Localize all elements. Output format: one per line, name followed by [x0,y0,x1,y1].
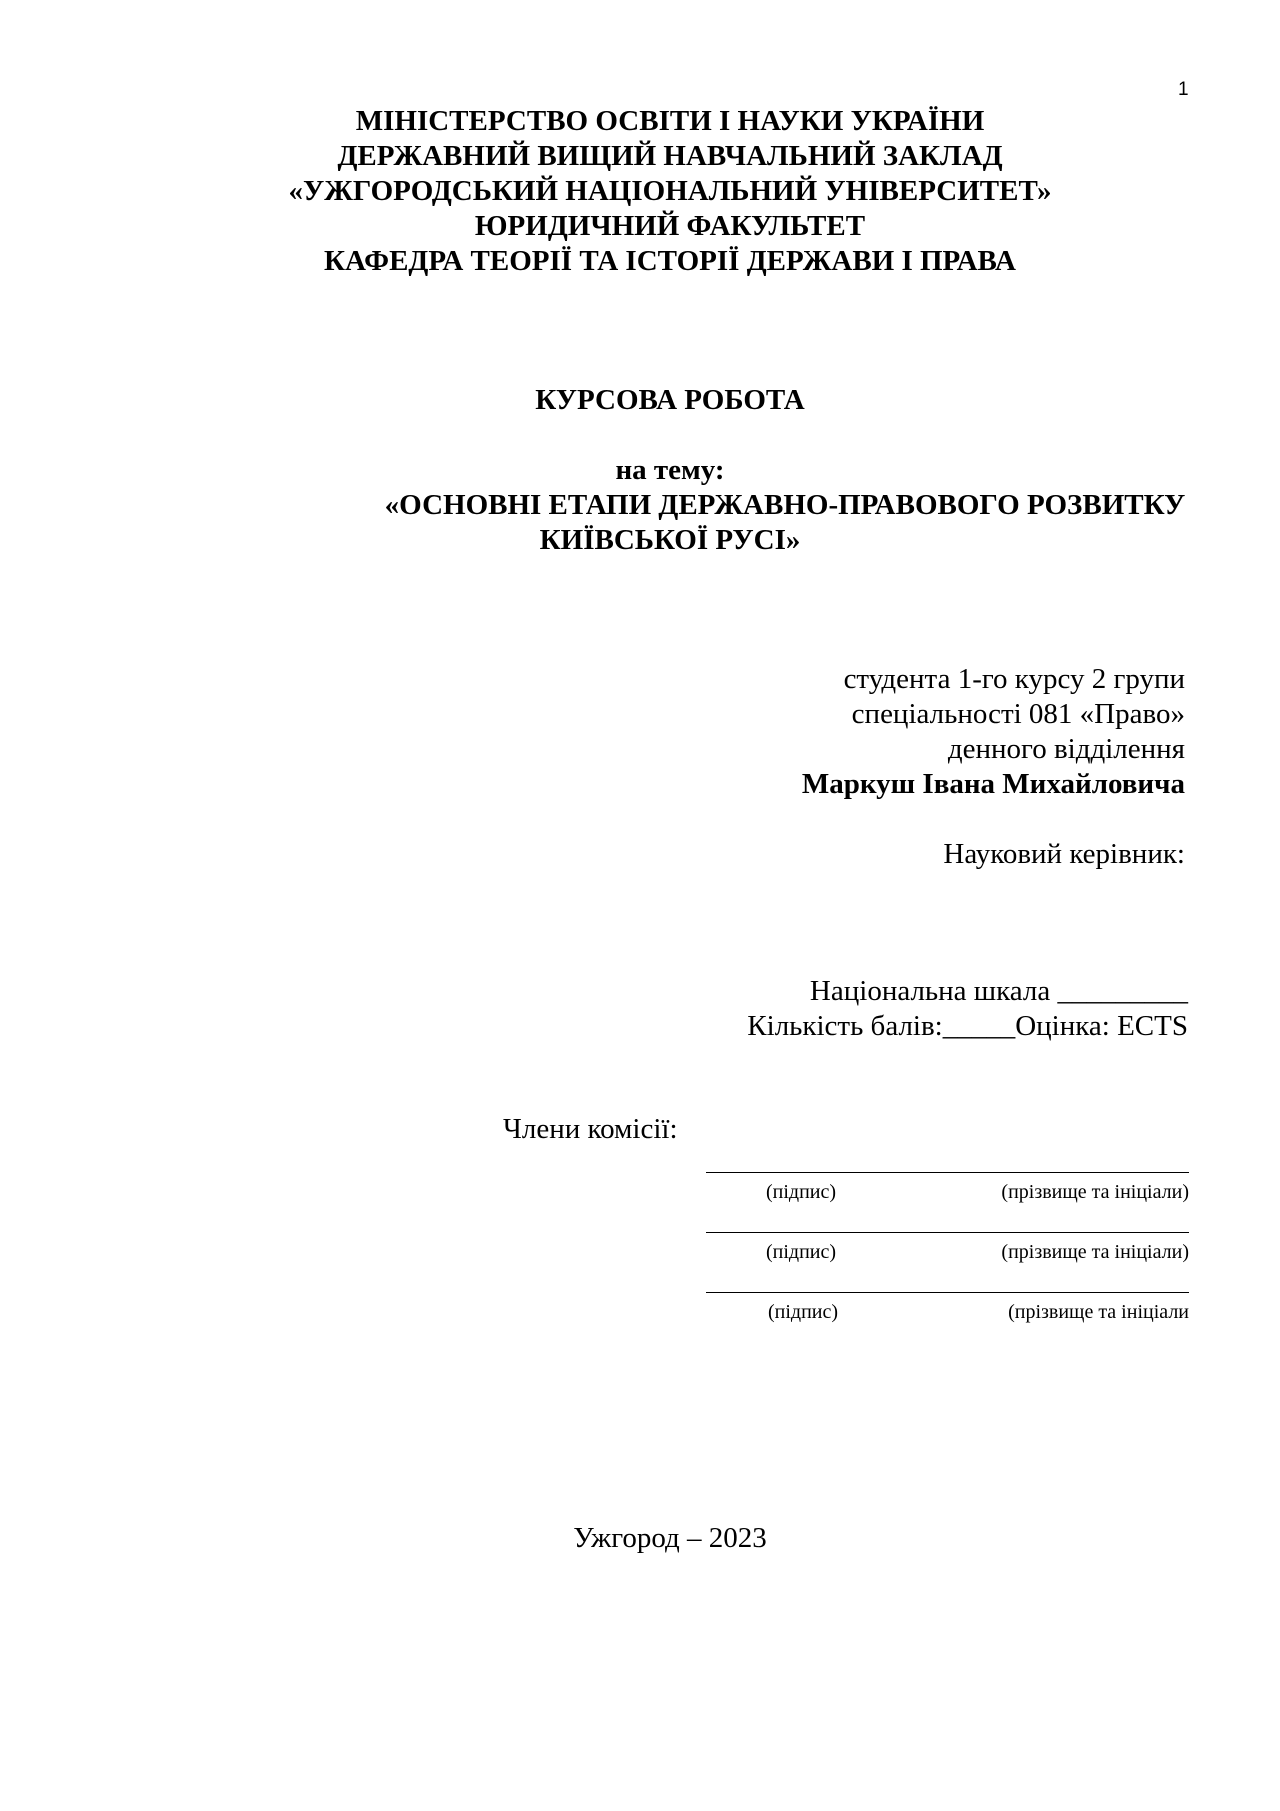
faculty-line: ЮРИДИЧНИЙ ФАКУЛЬТЕТ [474,210,866,242]
topic-title-line-1: «ОСНОВНІ ЕТАПИ ДЕРЖАВНО-ПРАВОВОГО РОЗВИТКУ [384,489,1186,521]
grading-block [747,974,1188,1044]
name-caption: (прізвище та ініціали [1008,1301,1189,1323]
supervisor-label: Науковий керівник: [943,838,1185,870]
city-year: Ужгород – 2023 [573,1522,767,1554]
name-caption: (прізвище та ініціали) [1001,1181,1189,1203]
name-caption: (прізвище та ініціали) [1001,1241,1189,1263]
ministry-line: МІНІСТЕРСТВО ОСВІТИ І НАУКИ УКРАЇНИ [355,105,985,137]
topic-title-line-2: КИЇВСЬКОЇ РУСІ» [539,524,801,556]
student-name: Маркуш Івана Михайловича [801,768,1185,800]
chair-line: КАФЕДРА ТЕОРІЇ ТА ІСТОРІЇ ДЕРЖАВИ І ПРАВА [324,245,1016,277]
committee-label: Члени комісії: [503,1113,678,1145]
work-type-title: КУРСОВА РОБОТА [535,384,805,416]
topic-label: на тему: [615,454,725,486]
points-ects-line: Кількість балів:_____Оцінка: ECTS [747,1010,1188,1042]
student-specialty: спеціальності 081 «Право» [851,698,1185,730]
national-scale-line: Національна шкала _________ [809,975,1188,1007]
committee-signature-row [706,1292,1189,1323]
signature-caption: (підпис) [768,1301,839,1323]
institution-type-line: ДЕРЖАВНИЙ ВИЩИЙ НАВЧАЛЬНИЙ ЗАКЛАД [337,140,1003,172]
student-info [802,662,1185,802]
signature-caption: (підпис) [766,1181,837,1203]
student-course-group: студента 1-го курсу 2 групи [843,663,1185,695]
signature-caption: (підпис) [766,1241,837,1263]
student-department: денного відділення [947,733,1185,765]
institution-header [0,104,1280,279]
page-number: 1 [1178,79,1189,100]
committee-signature-row [706,1232,1189,1263]
committee-signature-row [706,1172,1189,1203]
university-line: «УЖГОРОДСЬКИЙ НАЦІОНАЛЬНИЙ УНІВЕРСИТЕТ» [288,175,1052,207]
